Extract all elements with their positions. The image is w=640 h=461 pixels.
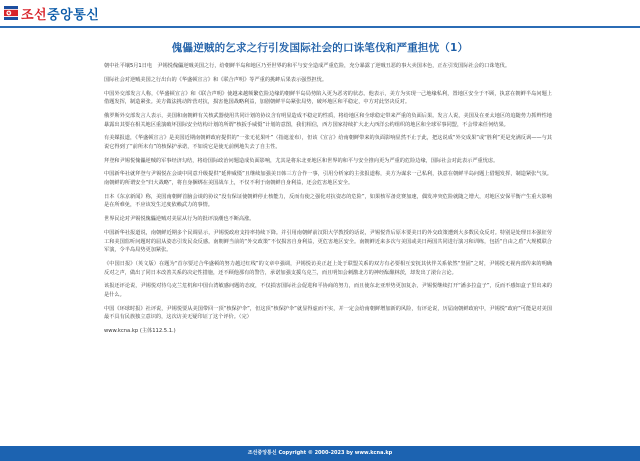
article-paragraph: 俄罗斯外交部发言人表示，美国和南朝鲜有关核武器使用共同计划的协议含有明显造成不稳定的性质，将给地区和全球稳定带来严重的负面后果。发言人说，美国及在亚太地区的追随势力抓辫性地暴露出其要在相关地区重演破坏国际安全结构计划的所谓“核扳手威慑”计划的意图，我们相信，西方国家持续扩大北大西洋公约组织的地区和全球军事同盟，不会带来任何结果。 bbox=[104, 112, 552, 128]
logo-text-jungang: 중앙통신 bbox=[47, 7, 100, 23]
article-paragraph: 拜登和尹锡悦傀儡逆贼的军事经济勾结，将给国际政治问题造成负面影响，尤其是将东北亚地区和世界的和平与安全推向更为严重的危险边缘，国际社会对此表示严重忧虑。 bbox=[104, 157, 499, 164]
site-footer bbox=[0, 446, 640, 461]
footer-copyright: 조선중앙통신 Copyright © 2000-2023 by www.kcna.kp bbox=[247, 450, 393, 456]
dprk-flag-icon bbox=[4, 6, 18, 20]
article-paragraph: 有美媒报道，《华盛顿宣言》是美国近期南朝鲜政府提供的“一张无花果叶”（指遮羞布），但该《宣言》给南朝鲜带来的负面影响显然不止于此，把这说成“外交成果”或“胜利”更是充满反讽——与其说它得到了“前所未有”的核保护承诺，不如说它是使无前例地失去了自主性。 bbox=[104, 135, 552, 150]
article-body bbox=[104, 62, 552, 334]
article-paragraph: 中国外交部发言人称，《华盛顿宣言》和《联合声明》使越来越频繁危险边缘的朝鲜半岛局势陷入更为恶劣的状态。他表示，美方为实现一己地缘私利，置地区安全于不顾，执意在朝鲜半岛问题上借题发挥，制造紧张。美方做法挑动阵营对抗，损害他国战略利益，加剧朝鲜半岛紧张局势，破坏地区和平稳定，中方对此坚决反对。 bbox=[104, 90, 552, 106]
article-paragraph: 朝中社平壤5月1日电 尹锡悦傀儡逆贼美国之行，给朝鲜半岛和地区乃至世界的和平与安全造成严重危险，充分暴露了逆贼丑恶的事大卖国本色，正在引发国际社会的口诛笔伐。 bbox=[104, 63, 511, 69]
site-header bbox=[0, 0, 640, 26]
article-paragraph: 中国《环球时报》社评说，尹锡悦要从美国带回一顶“核保护伞”，但这顶“核保护伞”就显得虚而不实，并一定会给南朝鲜增加新的风险，有评论说，历届南朝鲜政府中，尹锡悦“政府”可能是对美国最不具有民族独立意识的，这次访美无疑印证了这个评价。（完） bbox=[104, 305, 552, 321]
article-paragraph: 中国新华社就拜登与尹锡悦在会谈中同意升级提供“延伸威慑”且继续加强美日韩三方合作一事，引用分析家的主张报道称，美方为谋求一己私利，执意在朝鲜半岛问题上借题发挥，制造紧张气氛。南朝鲜的所谓安全“归大战略”，将自身捆绑在美国战车上，不仅不利于南朝鲜自身利益，还会危害地区安全。 bbox=[104, 171, 552, 187]
article-paragraph: 国际社会对逆贼美国之行出台的《华盛顿宣言》和《联合声明》等严重的挑衅后果表示强烈担忧。 bbox=[104, 76, 328, 83]
kcna-logo[interactable] bbox=[4, 3, 99, 23]
article-title: 傀儡逆贼的乞求之行引发国际社会的口诛笔伐和严重担忧（1） bbox=[171, 42, 469, 54]
article-paragraph: 世界民论对尹锡悦傀儡逆贼对美屈从行为的批评浪潮也不断高涨。 bbox=[104, 216, 255, 223]
article-paragraph: 《中国日报》（英文版）在题为“首尔要过合华盛顿的努力越过红线”的文章中强调，尹锡悦访美正赶上处于联盟关系的双方有必要相互安抚其伙伴关系依然“坚固”之时，尹锡悦无视内部传来的明确反对之声，做出了同日本改善关系的决定性措施，还不顾他那有的警告，承诺加强支援乌克兰，而且明知会刺激北方的神经酝酿林茨，却发出了滚台言论。 bbox=[104, 260, 552, 276]
header-divider bbox=[0, 26, 640, 28]
logo-text-joseon: 조선 bbox=[21, 7, 48, 23]
article-paragraph: 日本《东京新闻》称，美国南朝鲜首脑会谈的协议“没有保证使朝鲜停止核能力，反而有使之强化对抗姿态的危险”，如果核军备竞赛加速，偶发冲突危险就随之增大，对地区安保平衡产生重大影响是在所难免，不应该发生过度依赖武力的事情。 bbox=[104, 193, 552, 209]
article-source: www.kcna.kp (主体112.5.1.) bbox=[104, 328, 176, 335]
article-paragraph: 该报还评论说，尹锡悦对待乌克兰危机和中国台湾敏感问题的态度，不仅损害国际社会促进和平协商的努力，而且使东北亚形势更加复杂，尹锡悦继续打开“潘多拉盒子”，反而不感知盒子里出来的是什么。 bbox=[104, 283, 552, 298]
article-paragraph: 中国新华社报道说，南朝鲜近期多个民调显示，尹锡悦政府支持率持续下降。并引用南朝鲜前汉阳大学教授的话说，尹锡悦背后原本要美日的外交政策遭到大多数民众反对。特别是处理日本强征劳工和美国监听问题时的屈从姿态引发民众反感。南朝鲜当前的“外交政策”不仅损害自身利益，更危害地区安全。南朝鲜近来多次与美国或美日两国共同进行演习和训练，包括“自由之盾”大规模联合军演，令半岛局势更加紧张。 bbox=[104, 230, 552, 254]
